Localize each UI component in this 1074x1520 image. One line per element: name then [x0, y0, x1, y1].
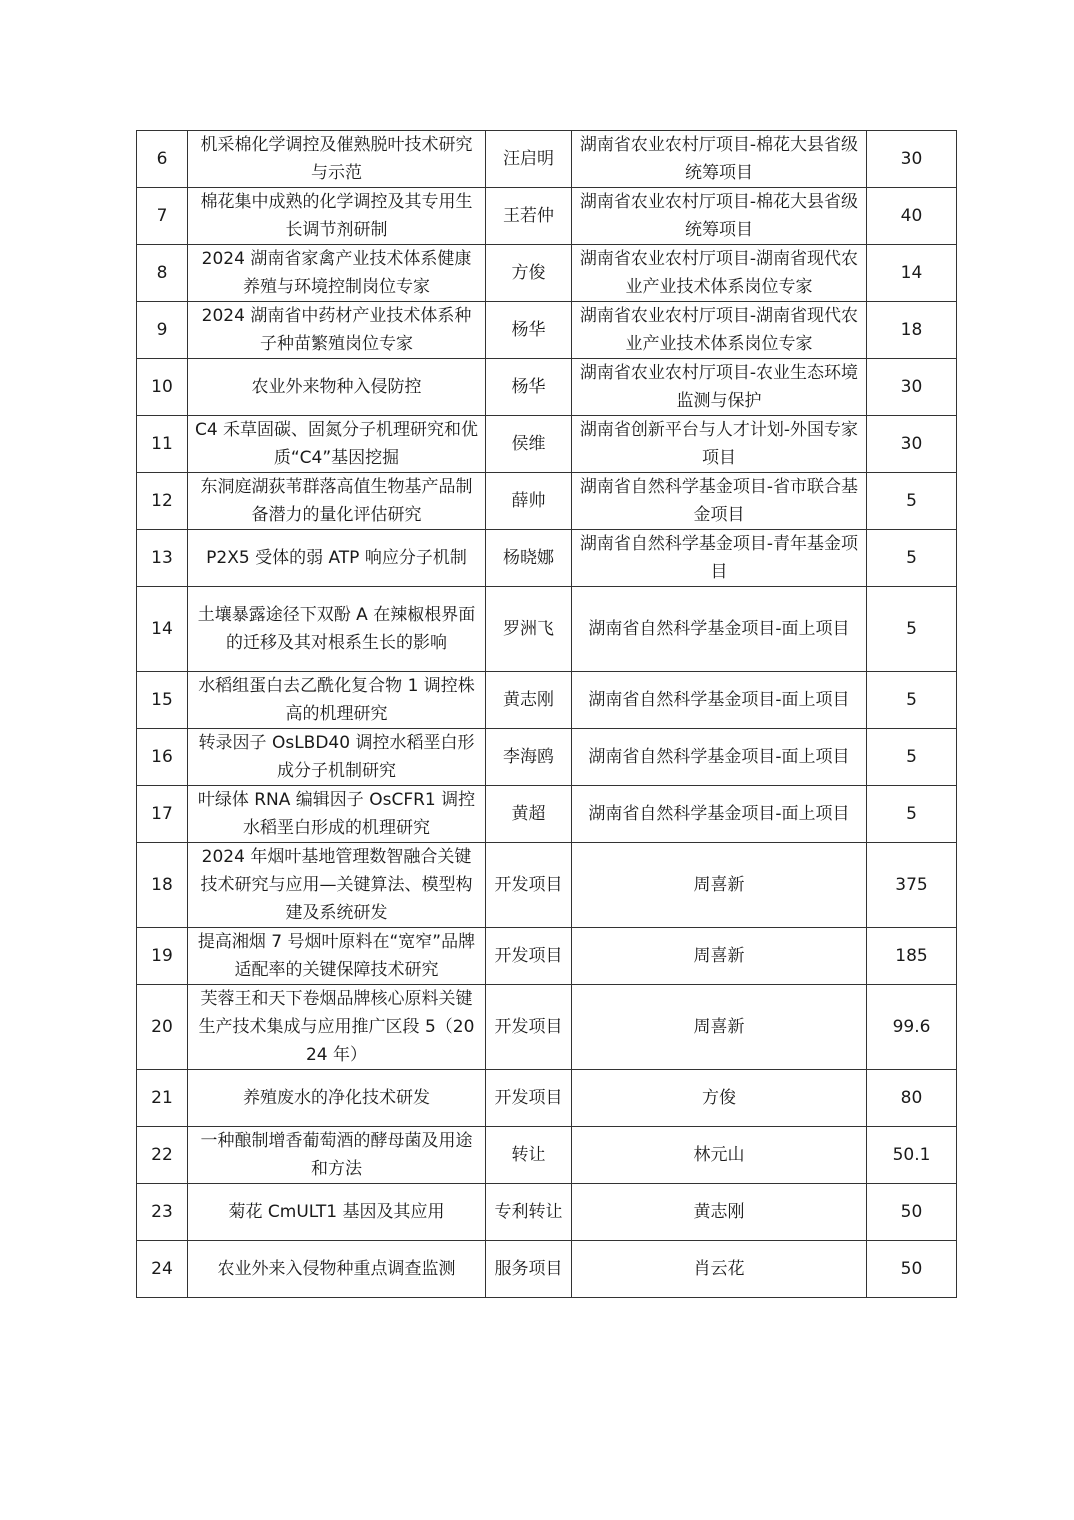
project-source: 周喜新 — [572, 985, 867, 1070]
project-source: 湖南省自然科学基金项目-面上项目 — [572, 729, 867, 786]
row-number: 6 — [137, 131, 188, 188]
project-amount: 50 — [867, 1184, 957, 1241]
project-amount: 185 — [867, 928, 957, 985]
project-person: 方俊 — [486, 245, 572, 302]
project-source: 湖南省自然科学基金项目-面上项目 — [572, 786, 867, 843]
project-source: 周喜新 — [572, 843, 867, 928]
project-person: 黄超 — [486, 786, 572, 843]
project-amount: 5 — [867, 672, 957, 729]
project-name: 提高湘烟 7 号烟叶原料在“宽窄”品牌适配率的关键保障技术研究 — [188, 928, 486, 985]
project-amount: 99.6 — [867, 985, 957, 1070]
row-number: 9 — [137, 302, 188, 359]
table-row — [137, 928, 957, 985]
table-row — [137, 1070, 957, 1127]
project-name: 农业外来物种入侵防控 — [188, 359, 486, 416]
project-person: 开发项目 — [486, 928, 572, 985]
project-name: 养殖废水的净化技术研发 — [188, 1070, 486, 1127]
project-source: 湖南省创新平台与人才计划-外国专家项目 — [572, 416, 867, 473]
project-name: 水稻组蛋白去乙酰化复合物 1 调控株高的机理研究 — [188, 672, 486, 729]
project-amount: 30 — [867, 416, 957, 473]
table-row — [137, 245, 957, 302]
project-name: 土壤暴露途径下双酚 A 在辣椒根界面的迁移及其对根系生长的影响 — [188, 587, 486, 672]
project-person: 杨晓娜 — [486, 530, 572, 587]
table-row — [137, 473, 957, 530]
project-name: 棉花集中成熟的化学调控及其专用生长调节剂研制 — [188, 188, 486, 245]
project-person: 侯维 — [486, 416, 572, 473]
row-number: 20 — [137, 985, 188, 1070]
project-person: 转让 — [486, 1127, 572, 1184]
project-source: 方俊 — [572, 1070, 867, 1127]
project-person: 杨华 — [486, 359, 572, 416]
project-name: 菊花 CmULT1 基因及其应用 — [188, 1184, 486, 1241]
row-number: 19 — [137, 928, 188, 985]
project-name: 芙蓉王和天下卷烟品牌核心原料关键生产技术集成与应用推广区段 5（2024 年） — [188, 985, 486, 1070]
table-row — [137, 985, 957, 1070]
table-row — [137, 188, 957, 245]
project-person: 黄志刚 — [486, 672, 572, 729]
row-number: 21 — [137, 1070, 188, 1127]
row-number: 10 — [137, 359, 188, 416]
project-amount: 5 — [867, 530, 957, 587]
project-name: C4 禾草固碳、固氮分子机理研究和优质“C4”基因挖掘 — [188, 416, 486, 473]
table-row — [137, 530, 957, 587]
project-source: 湖南省农业农村厅项目-湖南省现代农业产业技术体系岗位专家 — [572, 302, 867, 359]
project-source: 湖南省自然科学基金项目-省市联合基金项目 — [572, 473, 867, 530]
table-row — [137, 672, 957, 729]
row-number: 8 — [137, 245, 188, 302]
table-row — [137, 786, 957, 843]
project-name: 农业外来入侵物种重点调查监测 — [188, 1241, 486, 1298]
project-amount: 5 — [867, 473, 957, 530]
table-row — [137, 1184, 957, 1241]
project-source: 林元山 — [572, 1127, 867, 1184]
project-name: 东洞庭湖荻苇群落高值生物基产品制备潜力的量化评估研究 — [188, 473, 486, 530]
table-row — [137, 729, 957, 786]
table-row — [137, 1241, 957, 1298]
project-table — [136, 130, 957, 1298]
table-row — [137, 1127, 957, 1184]
project-amount: 5 — [867, 729, 957, 786]
row-number: 24 — [137, 1241, 188, 1298]
project-person: 开发项目 — [486, 985, 572, 1070]
row-number: 16 — [137, 729, 188, 786]
project-name: 一种酿制增香葡萄酒的酵母菌及用途和方法 — [188, 1127, 486, 1184]
project-source: 肖云花 — [572, 1241, 867, 1298]
project-person: 薛帅 — [486, 473, 572, 530]
project-amount: 5 — [867, 786, 957, 843]
project-source: 湖南省自然科学基金项目-面上项目 — [572, 672, 867, 729]
project-source: 黄志刚 — [572, 1184, 867, 1241]
project-name: 机采棉化学调控及催熟脱叶技术研究与示范 — [188, 131, 486, 188]
project-amount: 40 — [867, 188, 957, 245]
project-person: 汪启明 — [486, 131, 572, 188]
project-amount: 18 — [867, 302, 957, 359]
table-row — [137, 587, 957, 672]
row-number: 14 — [137, 587, 188, 672]
project-person: 李海鸥 — [486, 729, 572, 786]
project-amount: 80 — [867, 1070, 957, 1127]
row-number: 15 — [137, 672, 188, 729]
project-source: 湖南省自然科学基金项目-面上项目 — [572, 587, 867, 672]
project-source: 湖南省农业农村厅项目-农业生态环境监测与保护 — [572, 359, 867, 416]
project-name: 2024 湖南省中药材产业技术体系种子种苗繁殖岗位专家 — [188, 302, 486, 359]
project-source: 周喜新 — [572, 928, 867, 985]
table-row — [137, 416, 957, 473]
row-number: 13 — [137, 530, 188, 587]
project-amount: 30 — [867, 359, 957, 416]
row-number: 18 — [137, 843, 188, 928]
project-name: P2X5 受体的弱 ATP 响应分子机制 — [188, 530, 486, 587]
project-person: 杨华 — [486, 302, 572, 359]
row-number: 12 — [137, 473, 188, 530]
row-number: 22 — [137, 1127, 188, 1184]
project-amount: 375 — [867, 843, 957, 928]
table-row — [137, 131, 957, 188]
project-person: 王若仲 — [486, 188, 572, 245]
row-number: 7 — [137, 188, 188, 245]
row-number: 17 — [137, 786, 188, 843]
row-number: 23 — [137, 1184, 188, 1241]
project-name: 叶绿体 RNA 编辑因子 OsCFR1 调控水稻垩白形成的机理研究 — [188, 786, 486, 843]
project-source: 湖南省自然科学基金项目-青年基金项目 — [572, 530, 867, 587]
row-number: 11 — [137, 416, 188, 473]
project-person: 专利转让 — [486, 1184, 572, 1241]
project-person: 罗洲飞 — [486, 587, 572, 672]
project-person: 开发项目 — [486, 843, 572, 928]
table-row — [137, 302, 957, 359]
project-name: 2024 湖南省家禽产业技术体系健康养殖与环境控制岗位专家 — [188, 245, 486, 302]
project-person: 服务项目 — [486, 1241, 572, 1298]
project-source: 湖南省农业农村厅项目-湖南省现代农业产业技术体系岗位专家 — [572, 245, 867, 302]
project-amount: 50.1 — [867, 1127, 957, 1184]
project-amount: 50 — [867, 1241, 957, 1298]
project-name: 2024 年烟叶基地管理数智融合关键技术研究与应用—关键算法、模型构建及系统研发 — [188, 843, 486, 928]
project-name: 转录因子 OsLBD40 调控水稻垩白形成分子机制研究 — [188, 729, 486, 786]
project-amount: 14 — [867, 245, 957, 302]
table-row — [137, 359, 957, 416]
table-row — [137, 843, 957, 928]
project-source: 湖南省农业农村厅项目-棉花大县省级统筹项目 — [572, 131, 867, 188]
project-amount: 30 — [867, 131, 957, 188]
project-person: 开发项目 — [486, 1070, 572, 1127]
project-source: 湖南省农业农村厅项目-棉花大县省级统筹项目 — [572, 188, 867, 245]
project-amount: 5 — [867, 587, 957, 672]
